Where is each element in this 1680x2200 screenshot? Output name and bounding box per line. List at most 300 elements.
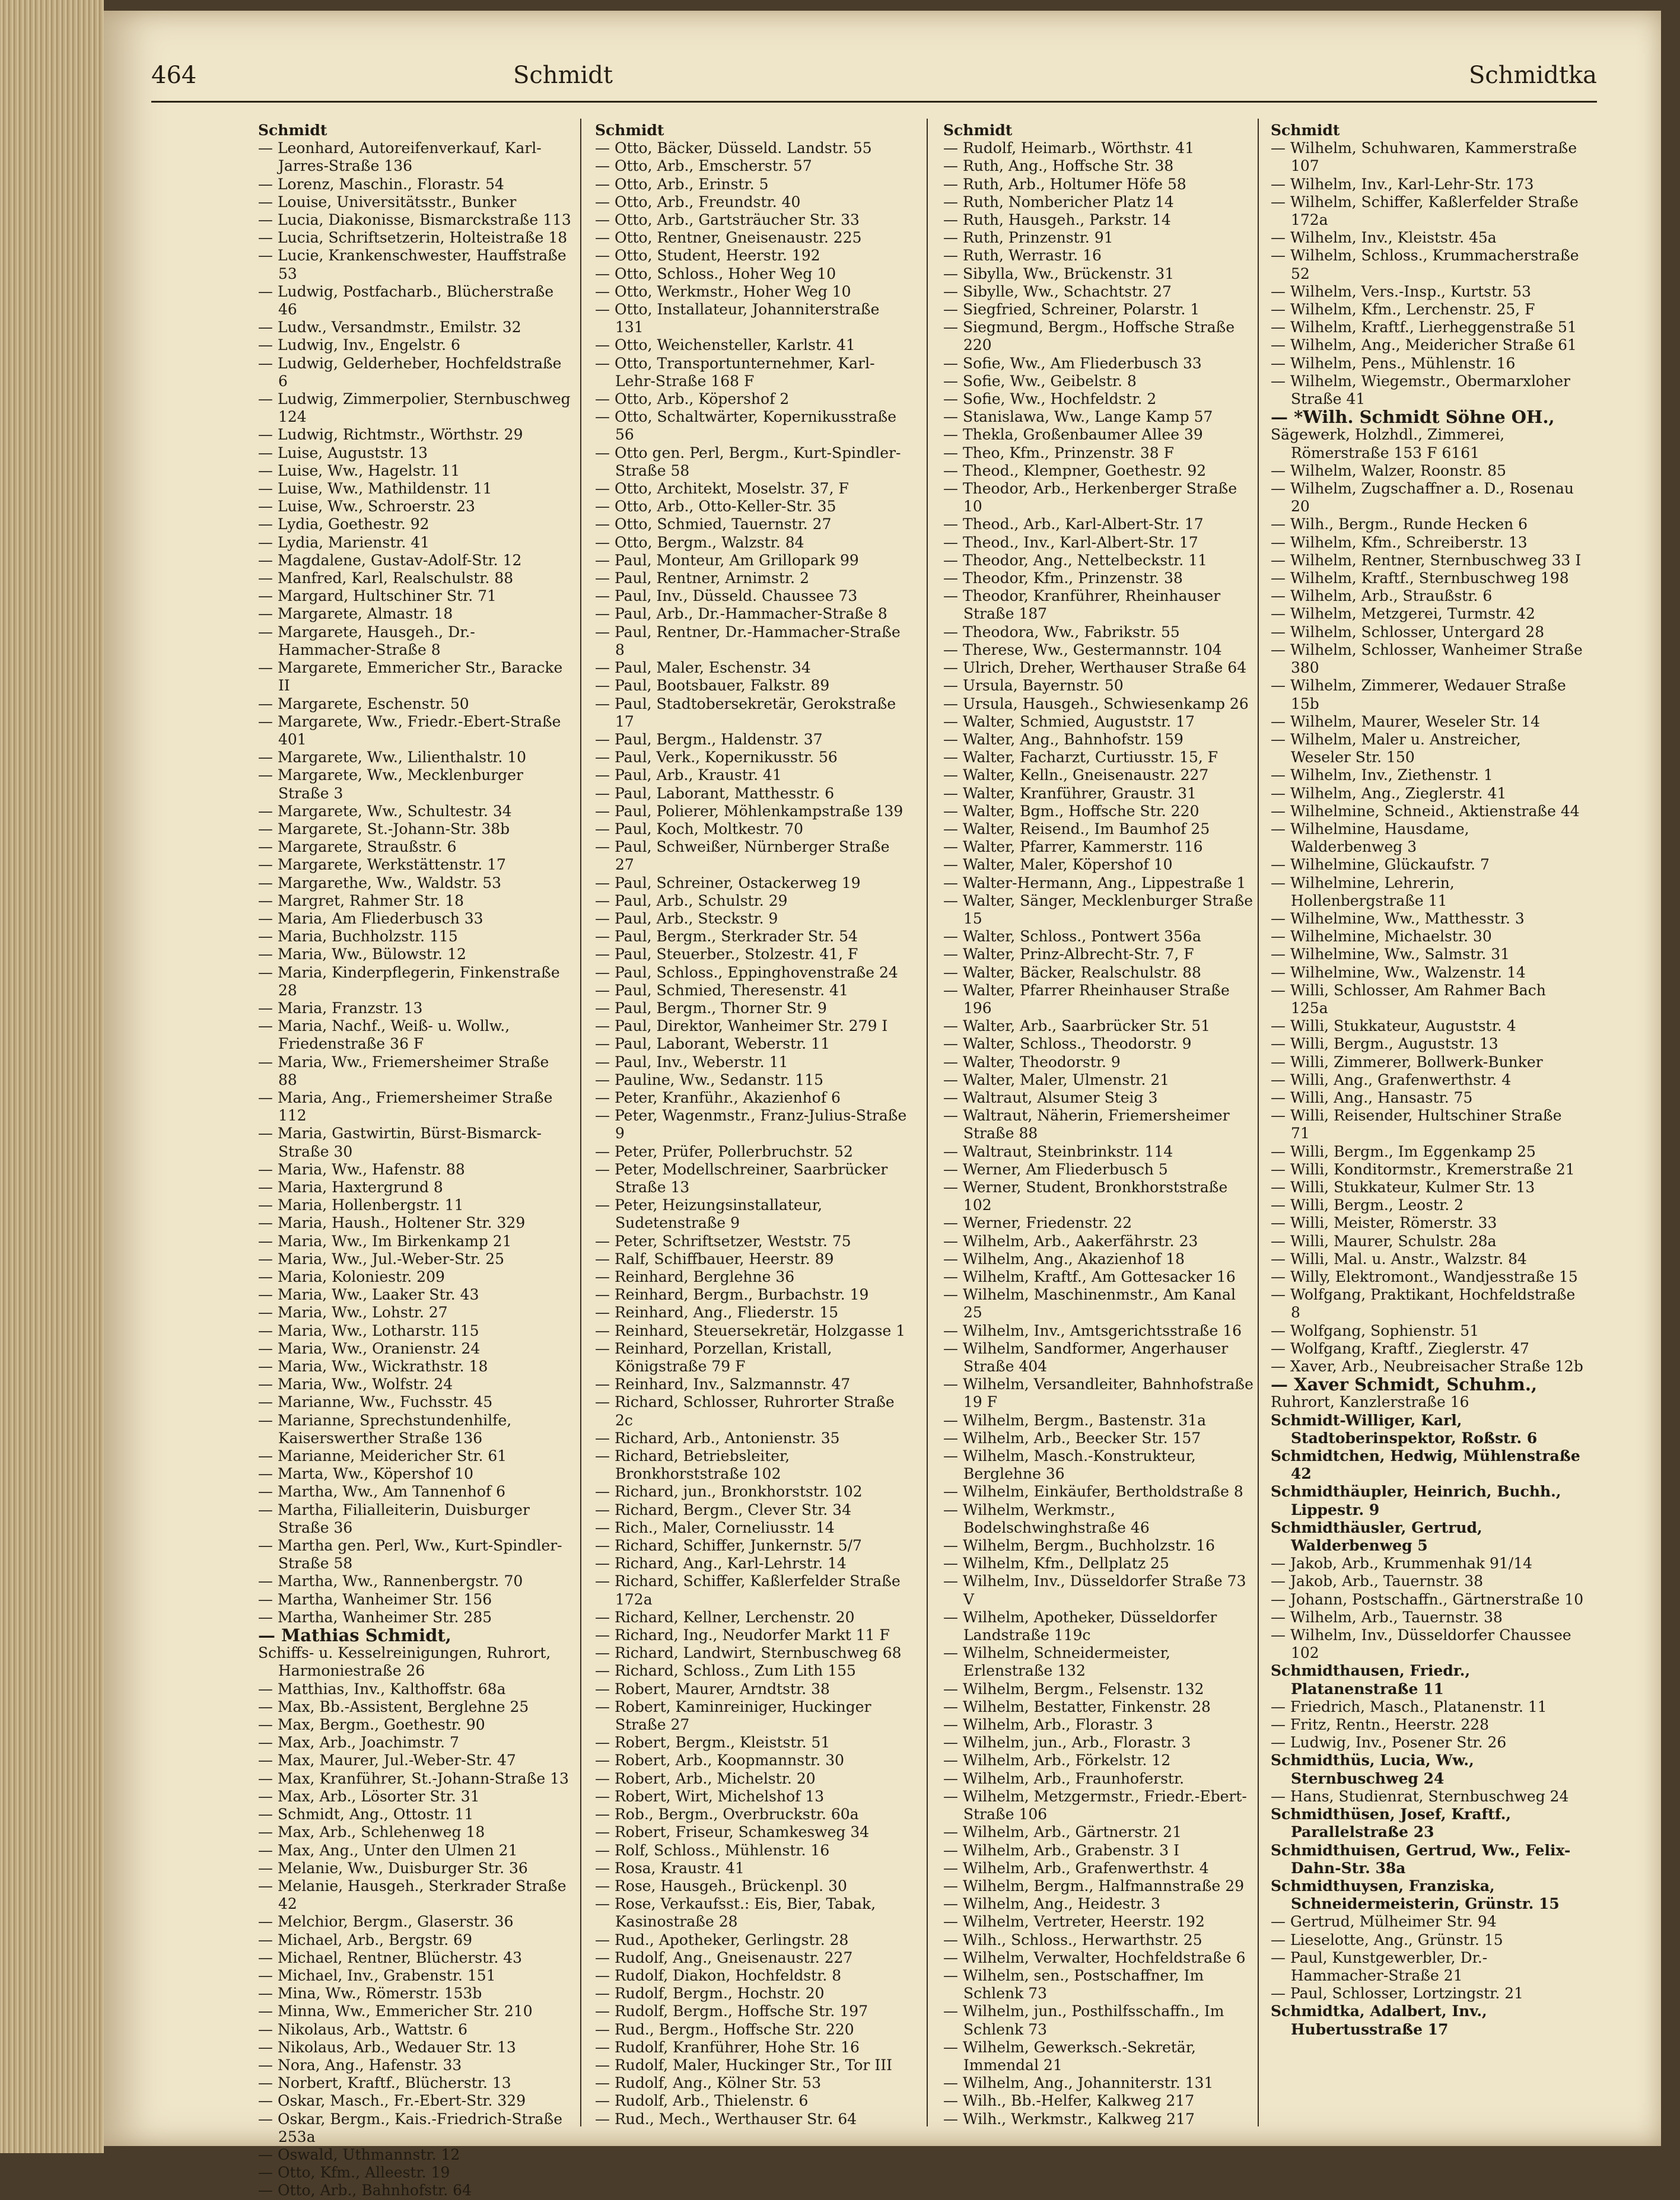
directory-entry: — Willi, Stukkateur, Auguststr. 4	[1271, 1017, 1516, 1035]
directory-entry: — *Wilh. Schmidt Söhne OH.,	[1271, 407, 1555, 428]
directory-entry: — Walter, Ang., Bahnhofstr. 159	[943, 730, 1183, 748]
directory-entry: — Margarete, Ww., Lilienthalstr. 10	[258, 749, 527, 766]
directory-entry: — Wilhelm, Metzgerei, Turmstr. 42	[1271, 605, 1535, 623]
column-rule	[927, 119, 928, 2126]
directory-entry: — Hans, Studienrat, Sternbuschweg 24	[1271, 1787, 1569, 1805]
directory-entry: — Paul, Steuerber., Stolzestr. 41, F	[595, 945, 858, 963]
directory-entry: — Maria, Koloniestr. 209	[258, 1268, 445, 1285]
directory-entry: — Otto, Schaltwärter, Kopernikusstraße 56	[595, 408, 897, 444]
directory-entry: — Wilhelm, jun., Posthilfsschaffn., Im Schlenk 73	[943, 2002, 1224, 2038]
directory-entry: — Wolfgang, Kraftf., Zieglerstr. 47	[1271, 1339, 1529, 1357]
directory-entry: — Wilhelm, Metzgermstr., Friedr.-Ebert-Straße 106	[943, 1787, 1247, 1823]
directory-entry: — Max, Arb., Joachimstr. 7	[258, 1734, 459, 1752]
directory-entry: — Werner, Friedenstr. 22	[943, 1214, 1132, 1232]
directory-entry: — Richard, jun., Bronkhorststr. 102	[595, 1483, 863, 1501]
directory-entry: — Lieselotte, Ang., Grünstr. 15	[1271, 1931, 1503, 1949]
directory-entry: — Therese, Ww., Gestermannstr. 104	[943, 641, 1222, 658]
directory-entry: — Wilhelm, Sandformer, Angerhauser Straße 404	[943, 1339, 1229, 1376]
directory-entry: — Walter, Prinz-Albrecht-Str. 7, F	[943, 945, 1194, 963]
directory-entry: — Wilhelm, Masch.-Konstrukteur, Berglehne 36	[943, 1447, 1196, 1483]
page-number: 464	[151, 62, 197, 89]
directory-entry: — Nikolaus, Arb., Wattstr. 6	[258, 2020, 467, 2038]
directory-entry: — Walter-Hermann, Ang., Lippestraße 1	[943, 874, 1246, 892]
directory-entry: — Paul, Laborant, Weberstr. 11	[595, 1035, 830, 1053]
directory-entry: — Fritz, Rentn., Heerstr. 228	[1271, 1716, 1490, 1734]
directory-entry: — Wilhelm, Ang., Heidestr. 3	[943, 1895, 1160, 1913]
directory-entry: — Walter, Maler, Köpershof 10	[943, 856, 1173, 874]
directory-entry: — Paul, Maler, Eschenstr. 34	[595, 659, 811, 677]
directory-entry: — Willi, Ang., Grafenwerthstr. 4	[1271, 1071, 1512, 1088]
directory-entry: — Wilhelmine, Lehrerin, Hollenbergstraße 11	[1271, 874, 1455, 909]
directory-entry: — Luise, Ww., Hagelstr. 11	[258, 461, 460, 479]
directory-entry: — Paul, Inv., Weberstr. 11	[595, 1053, 788, 1071]
directory-entry: — Maria, Ww., Friemersheimer Straße 88	[258, 1053, 549, 1088]
directory-entry: — Margarete, St.-Johann-Str. 38b	[258, 820, 510, 838]
directory-entry: Schmidthuisen, Gertrud, Ww., Felix-Dahn-Str. 38a	[1271, 1841, 1571, 1877]
directory-entry: — Paul, Bergm., Haldenstr. 37	[595, 730, 823, 748]
directory-entry: — Maria, Ww., Wickrathstr. 18	[258, 1358, 488, 1376]
directory-entry: — Rud., Mech., Werthauser Str. 64	[595, 2110, 857, 2128]
directory-entry: — Wilhelm, Pens., Mühlenstr. 16	[1271, 354, 1516, 372]
directory-entry: — Ludwig, Zimmerpolier, Sternbuschweg 124	[258, 390, 571, 426]
directory-entry: — Otto, Arb., Emscherstr. 57	[595, 157, 812, 175]
directory-entry: — Oskar, Bergm., Kais.-Friedrich-Straße 253a	[258, 2110, 563, 2145]
directory-entry: — Maria, Ww., Lotharstr. 115	[258, 1322, 479, 1339]
directory-entry: — Rudolf, Heimarb., Wörthstr. 41	[943, 139, 1195, 157]
directory-entry: — Peter, Modellschreiner, Saarbrücker Straße 13	[595, 1160, 888, 1196]
directory-entry: — Rudolf, Ang., Gneisenaustr. 227	[595, 1949, 853, 1966]
directory-entry: — Maria, Gastwirtin, Bürst-Bismarck-Straße 30	[258, 1125, 542, 1160]
directory-entry: — Richard, Kellner, Lerchenstr. 20	[595, 1608, 855, 1626]
column-heading: Schmidt	[258, 122, 327, 139]
directory-entry: — Lydia, Marienstr. 41	[258, 533, 430, 551]
directory-entry: — Manfred, Karl, Realschulstr. 88	[258, 569, 514, 587]
directory-entry: — Michael, Rentner, Blücherstr. 43	[258, 1949, 523, 1966]
directory-entry: — Theodor, Arb., Herkenberger Straße 10	[943, 480, 1237, 515]
directory-entry: — Wilhelm, Bergm., Halfmannstraße 29	[943, 1877, 1245, 1895]
directory-entry: — Wilhelm, Maschinenmstr., Am Kanal 25	[943, 1286, 1236, 1322]
directory-entry: — Max, Kranführer, St.-Johann-Straße 13	[258, 1769, 569, 1787]
directory-entry: — Wilhelm, Schneidermeister, Erlenstraße 132	[943, 1644, 1170, 1680]
directory-entry: — Wilhelm, Versandleiter, Bahnhofstraße 19 F	[943, 1376, 1253, 1411]
directory-entry: — Wilhelm, Arb., Grabenstr. 3 I	[943, 1841, 1179, 1859]
directory-entry: — Nikolaus, Arb., Wedauer Str. 13	[258, 2038, 516, 2056]
directory-entry: — Otto, Transportunternehmer, Karl-Lehr-Straße 168 F	[595, 354, 875, 390]
directory-entry: — Luise, Ww., Schroerstr. 23	[258, 498, 475, 515]
directory-entry: — Theodor, Kfm., Prinzenstr. 38	[943, 569, 1183, 587]
directory-entry: — Wilhelm, Inv., Amtsgerichtsstraße 16	[943, 1322, 1242, 1339]
directory-entry: — Wilhelm, sen., Postschaffner, Im Schlenk 73	[943, 1966, 1204, 2002]
directory-entry: — Richard, Landwirt, Sternbuschweg 68	[595, 1644, 902, 1662]
directory-entry: — Rud., Apotheker, Gerlingstr. 28	[595, 1931, 849, 1949]
directory-entry: — Wilhelm, Arb., Tauernstr. 38	[1271, 1608, 1503, 1626]
directory-entry: — Willi, Bergm., Im Eggenkamp 25	[1271, 1142, 1536, 1160]
directory-entry: — Ruth, Ang., Hoffsche Str. 38	[943, 157, 1174, 175]
directory-entry: — Wilhelm, Arb., Fraunhoferstr.	[943, 1769, 1185, 1787]
directory-entry: — Willi, Stukkateur, Kulmer Str. 13	[1271, 1178, 1535, 1196]
directory-entry: — Siegmund, Bergm., Hoffsche Straße 220	[943, 319, 1235, 354]
directory-entry: — Robert, Wirt, Michelshof 13	[595, 1787, 825, 1805]
directory-entry: — Wilh., Bergm., Runde Hecken 6	[1271, 515, 1528, 533]
directory-entry: — Thekla, Großenbaumer Allee 39	[943, 426, 1203, 444]
directory-entry: — Nora, Ang., Hafenstr. 33	[258, 2056, 462, 2074]
directory-entry: — Paul, Schlosser, Lortzingstr. 21	[1271, 1985, 1524, 2002]
directory-entry: — Margarete, Straußstr. 6	[258, 838, 457, 856]
directory-entry: — Wilhelm, Bergm., Felsenstr. 132	[943, 1680, 1204, 1698]
directory-entry: — Otto, Werkmstr., Hoher Weg 10	[595, 282, 851, 300]
directory-entry: — Maria, Ww., Wolfstr. 24	[258, 1376, 453, 1393]
directory-entry: Schmidthüsen, Josef, Kraftf., Parallelstraße 23	[1271, 1806, 1512, 1841]
directory-entry: — Walter, Kelln., Gneisenaustr. 227	[943, 766, 1209, 784]
directory-entry: — Maria, Haush., Holtener Str. 329	[258, 1214, 526, 1232]
directory-entry: — Wilhelm, Wiegemstr., Obermarxloher Straße 41	[1271, 372, 1570, 408]
directory-entry: — Oskar, Masch., Fr.-Ebert-Str. 329	[258, 2092, 526, 2110]
directory-entry: — Margarete, Emmericher Str., Baracke II	[258, 659, 563, 695]
directory-entry: — Rolf, Schloss., Mühlenstr. 16	[595, 1841, 830, 1859]
directory-entry: — Rudolf, Maler, Huckinger Str., Tor III	[595, 2056, 892, 2074]
directory-entry: — Walter, Sänger, Mecklenburger Straße 15	[943, 892, 1253, 927]
directory-column-4	[1271, 122, 1584, 2138]
directory-entry: — Wolfgang, Praktikant, Hochfeldstraße 8	[1271, 1286, 1576, 1322]
directory-entry: — Theodora, Ww., Fabrikstr. 55	[943, 623, 1180, 641]
directory-entry: — Waltraut, Näherin, Friemersheimer Straße 88	[943, 1107, 1230, 1142]
directory-entry: — Ludwig, Gelderheber, Hochfeldstraße 6	[258, 354, 562, 390]
directory-entry: — Otto, Student, Heerstr. 192	[595, 247, 820, 265]
directory-entry: — Norbert, Kraftf., Blücherstr. 13	[258, 2074, 511, 2092]
directory-entry: — Otto, Architekt, Moselstr. 37, F	[595, 480, 849, 498]
directory-entry: — Maria, Buchholzstr. 115	[258, 928, 458, 945]
directory-entry: — Max, Ang., Unter den Ulmen 21	[258, 1841, 518, 1859]
directory-entry: — Peter, Kranführ., Akazienhof 6	[595, 1088, 841, 1106]
directory-entry: — Ludwig, Postfacharb., Blücherstraße 46	[258, 282, 554, 319]
directory-entry: — Paul, Bergm., Thorner Str. 9	[595, 999, 827, 1017]
directory-entry: — Reinhard, Berglehne 36	[595, 1268, 795, 1285]
directory-entry: Schmidthausen, Friedr., Platanenstraße 11	[1271, 1662, 1471, 1698]
directory-entry: — Wilhelm, Schiffer, Kaßlerfelder Straße 172a	[1271, 193, 1579, 229]
directory-entry: — Walter, Schloss., Pontwert 356a	[943, 928, 1201, 945]
directory-entry: — Walter, Pfarrer Rheinhauser Straße 196	[943, 981, 1230, 1017]
directory-entry: — Robert, Friseur, Schamkesweg 34	[595, 1823, 870, 1841]
directory-entry: — Wilhelm, Arb., Florastr. 3	[943, 1716, 1153, 1734]
directory-entry: — Walter, Facharzt, Curtiusstr. 15, F	[943, 749, 1218, 766]
directory-entry: — Paul, Polierer, Möhlenkampstraße 139	[595, 802, 903, 820]
directory-entry: — Theod., Inv., Karl-Albert-Str. 17	[943, 533, 1198, 551]
directory-entry: — Wilhelm, Rentner, Sternbuschweg 33 I	[1271, 551, 1582, 569]
directory-entry: — Wilhelm, Arb., Aakerfährstr. 23	[943, 1232, 1198, 1250]
directory-entry: Schiffs- u. Kesselreinigungen, Ruhrort, Harmoniestraße 26	[258, 1644, 551, 1680]
directory-entry: — Willi, Reisender, Hultschiner Straße 71	[1271, 1107, 1562, 1142]
directory-entry: — Wilhelm, Bergm., Buchholzstr. 16	[943, 1537, 1216, 1555]
directory-entry: — Otto gen. Perl, Bergm., Kurt-Spindler-Straße 58	[595, 444, 901, 479]
directory-entry: — Waltraut, Steinbrinkstr. 114	[943, 1142, 1173, 1160]
directory-entry: — Maria, Hollenbergstr. 11	[258, 1196, 464, 1214]
directory-entry: — Wilhelm, Schlosser, Wanheimer Straße 380	[1271, 641, 1583, 677]
directory-entry: — Mina, Ww., Römerstr. 153b	[258, 1985, 482, 2002]
directory-entry: — Wilhelm, Vertreter, Heerstr. 192	[943, 1913, 1205, 1931]
directory-entry: — Wilhelm, Zugschaffner a. D., Rosenau 20	[1271, 480, 1574, 515]
book-page-edges	[0, 0, 104, 2153]
directory-entry: — Willi, Bergm., Auguststr. 13	[1271, 1035, 1498, 1053]
directory-entry: — Willi, Mal. u. Anstr., Walzstr. 84	[1271, 1250, 1527, 1268]
directory-entry: — Max, Arb., Lösorter Str. 31	[258, 1787, 480, 1805]
directory-entry: — Wilhelm, Schuhwaren, Kammerstraße 107	[1271, 139, 1577, 175]
directory-entry: Schmidt-Williger, Karl, Stadtoberinspektor, Roßstr. 6	[1271, 1411, 1538, 1447]
directory-entry: — Wilhelm, Kraftf., Am Gottesacker 16	[943, 1268, 1236, 1285]
directory-entry: Ruhrort, Kanzlerstraße 16	[1271, 1393, 1469, 1411]
directory-entry: — Rosa, Kraustr. 41	[595, 1859, 744, 1877]
directory-entry: — Sibylla, Ww., Brückenstr. 31	[943, 265, 1175, 282]
directory-entry: — Paul, Kunstgewerbler, Dr.-Hammacher-Straße 21	[1271, 1949, 1488, 1984]
directory-entry: — Otto, Bergm., Walzstr. 84	[595, 533, 804, 551]
directory-entry: — Walter, Bgm., Hoffsche Str. 220	[943, 802, 1199, 820]
directory-entry: — Wilhelm, Kfm., Lerchenstr. 25, F	[1271, 301, 1535, 319]
directory-entry: — Wilhelm, Verwalter, Hochfeldstraße 6	[943, 1949, 1246, 1966]
directory-entry: — Willi, Ang., Hansastr. 75	[1271, 1088, 1473, 1106]
directory-entry: — Willi, Meister, Römerstr. 33	[1271, 1214, 1497, 1232]
directory-entry: — Wilh., Bb.-Helfer, Kalkweg 217	[943, 2092, 1195, 2110]
directory-entry: — Xaver Schmidt, Schuhm.,	[1271, 1374, 1538, 1395]
directory-entry: Sägewerk, Holzhdl., Zimmerei, Römerstraße 153 F 6161	[1271, 426, 1505, 461]
directory-entry: — Wilhelm, Ang., Akazienhof 18	[943, 1250, 1185, 1268]
directory-entry: — Richard, Arb., Antonienstr. 35	[595, 1429, 840, 1447]
directory-entry: — Wilhelm, jun., Arb., Florastr. 3	[943, 1734, 1191, 1752]
directory-entry: — Ulrich, Dreher, Werthauser Straße 64	[943, 659, 1247, 677]
directory-entry: — Wilhelmine, Schneid., Aktienstraße 44	[1271, 802, 1580, 820]
directory-entry: Schmidthuysen, Franziska, Schneidermeisterin, Grünstr. 15	[1271, 1877, 1560, 1913]
directory-entry: — Paul, Bootsbauer, Falkstr. 89	[595, 677, 830, 695]
directory-entry: — Werner, Student, Bronkhorststraße 102	[943, 1178, 1228, 1214]
directory-entry: — Wilhelm, Inv., Karl-Lehr-Str. 173	[1271, 175, 1534, 193]
directory-entry: — Marianne, Meidericher Str. 61	[258, 1447, 507, 1465]
directory-entry: — Maria, Ww., Bülowstr. 12	[258, 945, 466, 963]
directory-entry: Schmidtka, Adalbert, Inv., Hubertusstraße 17	[1271, 2002, 1487, 2038]
directory-entry: — Paul, Arb., Steckstr. 9	[595, 909, 778, 927]
directory-entry: — Theodor, Kranführer, Rheinhauser Straße 187	[943, 587, 1221, 623]
directory-entry: — Wilhelm, Vers.-Insp., Kurtstr. 53	[1271, 282, 1532, 300]
directory-entry: — Max, Bergm., Goethestr. 90	[258, 1716, 485, 1734]
directory-entry: — Johann, Postschaffn., Gärtnerstraße 10	[1271, 1590, 1584, 1608]
directory-entry: — Wilhelm, Schlosser, Untergard 28	[1271, 623, 1545, 641]
directory-entry: Schmidthäupler, Heinrich, Buchh., Lippestr. 9	[1271, 1483, 1561, 1518]
directory-entry: — Rose, Hausgeh., Brückenpl. 30	[595, 1877, 847, 1895]
directory-entry: — Margarete, Hausgeh., Dr.-Hammacher-Straße 8	[258, 623, 475, 658]
directory-entry: — Walter, Maler, Ulmenstr. 21	[943, 1071, 1170, 1088]
directory-entry: — Pauline, Ww., Sedanstr. 115	[595, 1071, 824, 1088]
directory-entry: — Paul, Rentner, Dr.-Hammacher-Straße 8	[595, 623, 901, 658]
directory-entry: — Jakob, Arb., Tauernstr. 38	[1271, 1572, 1484, 1590]
directory-entry: — Wilhelm, Apotheker, Düsseldorfer Landstraße 119c	[943, 1608, 1217, 1644]
directory-entry: — Wilhelm, Gewerksch.-Sekretär, Immendal 21	[943, 2038, 1196, 2074]
directory-entry: — Richard, Schlosser, Ruhrorter Straße 2c	[595, 1393, 895, 1429]
directory-entry: — Otto, Bäcker, Düsseld. Landstr. 55	[595, 139, 872, 157]
directory-entry: — Martha, Ww., Am Tannenhof 6	[258, 1483, 506, 1501]
directory-entry: — Walter, Theodorstr. 9	[943, 1053, 1121, 1071]
directory-entry: — Wilhelm, Kraftf., Lierheggenstraße 51	[1271, 319, 1577, 336]
directory-entry: — Wilhelm, Arb., Beecker Str. 157	[943, 1429, 1201, 1447]
directory-entry: — Martha gen. Perl, Ww., Kurt-Spindler-Straße 58	[258, 1537, 562, 1572]
directory-entry: — Paul, Inv., Düsseld. Chaussee 73	[595, 587, 858, 605]
column-heading: Schmidt	[1271, 122, 1340, 139]
directory-entry: — Wilhelm, Bergm., Bastenstr. 31a	[943, 1411, 1207, 1429]
directory-entry: — Margarete, Ww., Mecklenburger Straße 3	[258, 766, 523, 802]
directory-entry: — Reinhard, Porzellan, Kristall, Königstraße 79 F	[595, 1339, 832, 1376]
directory-entry: — Maria, Ww., Laaker Str. 43	[258, 1286, 479, 1304]
directory-entry: — Ruth, Nombericher Platz 14	[943, 193, 1174, 211]
directory-entry: — Richard, Betriebsleiter, Bronkhorststraße 102	[595, 1447, 790, 1483]
directory-entry: — Walter, Schloss., Theodorstr. 9	[943, 1035, 1192, 1053]
directory-entry: — Lorenz, Maschin., Florastr. 54	[258, 175, 504, 193]
directory-entry: — Richard, Bergm., Clever Str. 34	[595, 1501, 852, 1518]
directory-entry: — Otto, Installateur, Johanniterstraße 131	[595, 301, 880, 336]
directory-entry: — Martha, Wanheimer Str. 285	[258, 1608, 492, 1626]
directory-entry: — Paul, Koch, Moltkestr. 70	[595, 820, 804, 838]
directory-entry: — Lydia, Goethestr. 92	[258, 515, 429, 533]
directory-entry: — Wilhelm, Inv., Düsseldorfer Straße 73 V	[943, 1572, 1246, 1608]
directory-entry: — Siegfried, Schreiner, Polarstr. 1	[943, 301, 1200, 319]
directory-entry: — Otto, Arb., Otto-Keller-Str. 35	[595, 498, 836, 515]
directory-entry: — Sofie, Ww., Geibelstr. 8	[943, 372, 1137, 390]
directory-entry: — Ludwig, Inv., Posener Str. 26	[1271, 1734, 1507, 1752]
directory-entry: — Michael, Inv., Grabenstr. 151	[258, 1966, 496, 1984]
directory-entry: — Max, Arb., Schlehenweg 18	[258, 1823, 485, 1841]
directory-entry: — Rudolf, Kranführer, Hohe Str. 16	[595, 2038, 860, 2056]
directory-entry: — Richard, Schloss., Zum Lith 155	[595, 1662, 856, 1680]
directory-entry: — Friedrich, Masch., Platanenstr. 11	[1271, 1698, 1547, 1715]
directory-entry: — Ursula, Hausgeh., Schwiesenkamp 26	[943, 695, 1249, 712]
directory-entry: — Robert, Maurer, Arndtstr. 38	[595, 1680, 830, 1698]
directory-entry: — Schmidt, Ang., Ottostr. 11	[258, 1806, 474, 1823]
directory-entry: — Paul, Schweißer, Nürnberger Straße 27	[595, 838, 890, 874]
directory-entry: — Richard, Schiffer, Junkernstr. 5/7	[595, 1537, 862, 1555]
directory-entry: — Rudolf, Ang., Kölner Str. 53	[595, 2074, 822, 2092]
directory-entry: — Wilhelm, Bestatter, Finkenstr. 28	[943, 1698, 1211, 1715]
directory-entry: — Paul, Monteur, Am Grillopark 99	[595, 551, 859, 569]
directory-entry: — Magdalene, Gustav-Adolf-Str. 12	[258, 551, 522, 569]
directory-entry: — Marta, Ww., Köpershof 10	[258, 1465, 474, 1483]
directory-entry: — Melanie, Ww., Duisburger Str. 36	[258, 1859, 528, 1877]
directory-entry: — Wilhelm, Arb., Förkelstr. 12	[943, 1752, 1171, 1769]
directory-entry: — Luise, Auguststr. 13	[258, 444, 428, 461]
directory-entry: — Wilhelmine, Glückaufstr. 7	[1271, 856, 1490, 874]
directory-entry: Schmidthüs, Lucia, Ww., Sternbuschweg 24	[1271, 1752, 1474, 1787]
directory-entry: — Leonhard, Autoreifenverkauf, Karl-Jarres-Straße 136	[258, 139, 542, 175]
directory-entry: — Wilhelm, Kfm., Schreiberstr. 13	[1271, 533, 1528, 551]
directory-entry: — Paul, Rentner, Arnimstr. 2	[595, 569, 809, 587]
directory-entry: — Wilhelm, Zimmerer, Wedauer Straße 15b	[1271, 677, 1566, 712]
directory-entry: — Maria, Ww., Lohstr. 27	[258, 1304, 448, 1322]
directory-entry: — Rudolf, Arb., Thielenstr. 6	[595, 2092, 809, 2110]
directory-entry: — Max, Maurer, Jul.-Weber-Str. 47	[258, 1752, 516, 1769]
directory-entry: — Wolfgang, Sophienstr. 51	[1271, 1322, 1479, 1339]
directory-entry: — Walter, Pfarrer, Kammerstr. 116	[943, 838, 1203, 856]
directory-entry: — Reinhard, Steuersekretär, Holzgasse 1	[595, 1322, 906, 1339]
directory-entry: — Wilh., Schloss., Herwarthstr. 25	[943, 1931, 1202, 1949]
directory-entry: — Ludwig, Richtmstr., Wörthstr. 29	[258, 426, 523, 444]
directory-entry: — Otto, Weichensteller, Karlstr. 41	[595, 336, 855, 354]
directory-entry: — Maria, Ww., Im Birkenkamp 21	[258, 1232, 512, 1250]
directory-entry: — Margarethe, Ww., Waldstr. 53	[258, 874, 502, 892]
directory-entry: — Paul, Verk., Kopernikusstr. 56	[595, 749, 838, 766]
directory-entry: — Mathias Schmidt,	[258, 1625, 451, 1646]
directory-entry: — Wilhelmine, Hausdame, Walderbenweg 3	[1271, 820, 1469, 856]
directory-entry: — Ralf, Schiffbauer, Heerstr. 89	[595, 1250, 834, 1268]
directory-entry: — Reinhard, Bergm., Burbachstr. 19	[595, 1286, 869, 1304]
directory-entry: — Wilhelm, Arb., Gärtnerstr. 21	[943, 1823, 1182, 1841]
directory-entry: — Wilhelmine, Ww., Walzenstr. 14	[1271, 963, 1526, 981]
directory-entry: — Otto, Arb., Freundstr. 40	[595, 193, 801, 211]
directory-entry: — Otto, Arb., Gartsträucher Str. 33	[595, 211, 860, 229]
directory-entry: — Max, Bb.-Assistent, Berglehne 25	[258, 1698, 529, 1715]
directory-entry: — Rudolf, Diakon, Hochfeldstr. 8	[595, 1966, 842, 1984]
directory-entry: — Ruth, Hausgeh., Parkstr. 14	[943, 211, 1171, 229]
directory-entry: — Marianne, Sprechstundenhilfe, Kaiserswerther Straße 136	[258, 1411, 512, 1447]
directory-entry: — Rudolf, Bergm., Hoffsche Str. 197	[595, 2002, 868, 2020]
directory-entry: — Maria, Ww., Hafenstr. 88	[258, 1160, 465, 1178]
directory-entry: — Margard, Hultschiner Str. 71	[258, 587, 497, 605]
directory-entry: — Wilhelm, Kraftf., Sternbuschweg 198	[1271, 569, 1569, 587]
column-heading: Schmidt	[943, 122, 1013, 139]
directory-entry: — Robert, Bergm., Kleiststr. 51	[595, 1734, 831, 1752]
directory-entry: — Wilhelm, Inv., Ziethenstr. 1	[1271, 766, 1493, 784]
directory-entry: — Werner, Am Fliederbusch 5	[943, 1160, 1168, 1178]
directory-entry: — Sofie, Ww., Am Fliederbusch 33	[943, 354, 1202, 372]
directory-entry: — Paul, Schreiner, Ostackerweg 19	[595, 874, 861, 892]
directory-entry: — Theod., Klempner, Goethestr. 92	[943, 461, 1207, 479]
directory-column-2	[595, 122, 908, 2138]
directory-entry: — Wilhelm, Werkmstr., Bodelschwinghstraße 46	[943, 1501, 1150, 1536]
directory-entry: — Wilhelmine, Michaelstr. 30	[1271, 928, 1492, 945]
directory-entry: — Wilhelm, Schloss., Krummacherstraße 52	[1271, 247, 1579, 282]
directory-entry: — Wilhelm, Arb., Grafenwerthstr. 4	[943, 1859, 1209, 1877]
directory-entry: — Otto, Arb., Köpershof 2	[595, 390, 790, 408]
directory-entry: — Walter, Kranführer, Graustr. 31	[943, 784, 1197, 802]
directory-entry: — Theod., Arb., Karl-Albert-Str. 17	[943, 515, 1204, 533]
directory-entry: — Waltraut, Alsumer Steig 3	[943, 1088, 1158, 1106]
directory-entry: — Wilhelm, Ang., Johanniterstr. 131	[943, 2074, 1214, 2092]
column-rule	[1258, 119, 1259, 2126]
directory-entry: — Willy, Elektromont., Wandjesstraße 15	[1271, 1268, 1578, 1285]
directory-entry: — Otto, Rentner, Gneisenaustr. 225	[595, 229, 862, 247]
directory-entry: — Ruth, Arb., Holtumer Höfe 58	[943, 175, 1186, 193]
directory-column-3	[943, 122, 1256, 2138]
directory-entry: — Wilh., Werkmstr., Kalkweg 217	[943, 2110, 1195, 2128]
directory-entry: — Reinhard, Ang., Fliederstr. 15	[595, 1304, 839, 1322]
directory-entry: — Walter, Arb., Saarbrücker Str. 51	[943, 1017, 1211, 1035]
directory-entry: — Sibylle, Ww., Schachtstr. 27	[943, 282, 1172, 300]
directory-entry: — Maria, Franzstr. 13	[258, 999, 423, 1017]
directory-entry: — Margret, Rahmer Str. 18	[258, 892, 464, 909]
directory-entry: — Marianne, Ww., Fuchsstr. 45	[258, 1393, 493, 1411]
directory-entry: — Paul, Bergm., Sterkrader Str. 54	[595, 928, 858, 945]
column-heading: Schmidt	[595, 122, 664, 139]
directory-entry: — Maria, Haxtergrund 8	[258, 1178, 443, 1196]
directory-entry: — Richard, Ing., Neudorfer Markt 11 F	[595, 1626, 890, 1644]
directory-entry: — Ludw., Versandmstr., Emilstr. 32	[258, 319, 521, 336]
directory-entry: — Maria, Kinderpflegerin, Finkenstraße 28	[258, 963, 560, 999]
directory-entry: — Michael, Arb., Bergstr. 69	[258, 1931, 472, 1949]
directory-entry: — Matthias, Inv., Kalthoffstr. 68a	[258, 1680, 506, 1698]
directory-entry: — Walter, Reisend., Im Baumhof 25	[943, 820, 1210, 838]
directory-entry: — Stanislawa, Ww., Lange Kamp 57	[943, 408, 1213, 426]
directory-entry: — Willi, Zimmerer, Bollwerk-Bunker	[1271, 1053, 1543, 1071]
directory-entry: — Rudolf, Bergm., Hochstr. 20	[595, 1985, 825, 2002]
directory-entry: — Wilhelm, Maler u. Anstreicher, Weseler Str. 150	[1271, 730, 1521, 766]
directory-entry: — Margarete, Almastr. 18	[258, 605, 453, 623]
directory-entry: — Robert, Arb., Koopmannstr. 30	[595, 1752, 845, 1769]
directory-entry: — Peter, Heizungsinstallateur, Sudetenstraße 9	[595, 1196, 823, 1232]
directory-entry: — Wilhelm, Walzer, Roonstr. 85	[1271, 461, 1506, 479]
directory-entry: — Rob., Bergm., Overbruckstr. 60a	[595, 1806, 859, 1823]
